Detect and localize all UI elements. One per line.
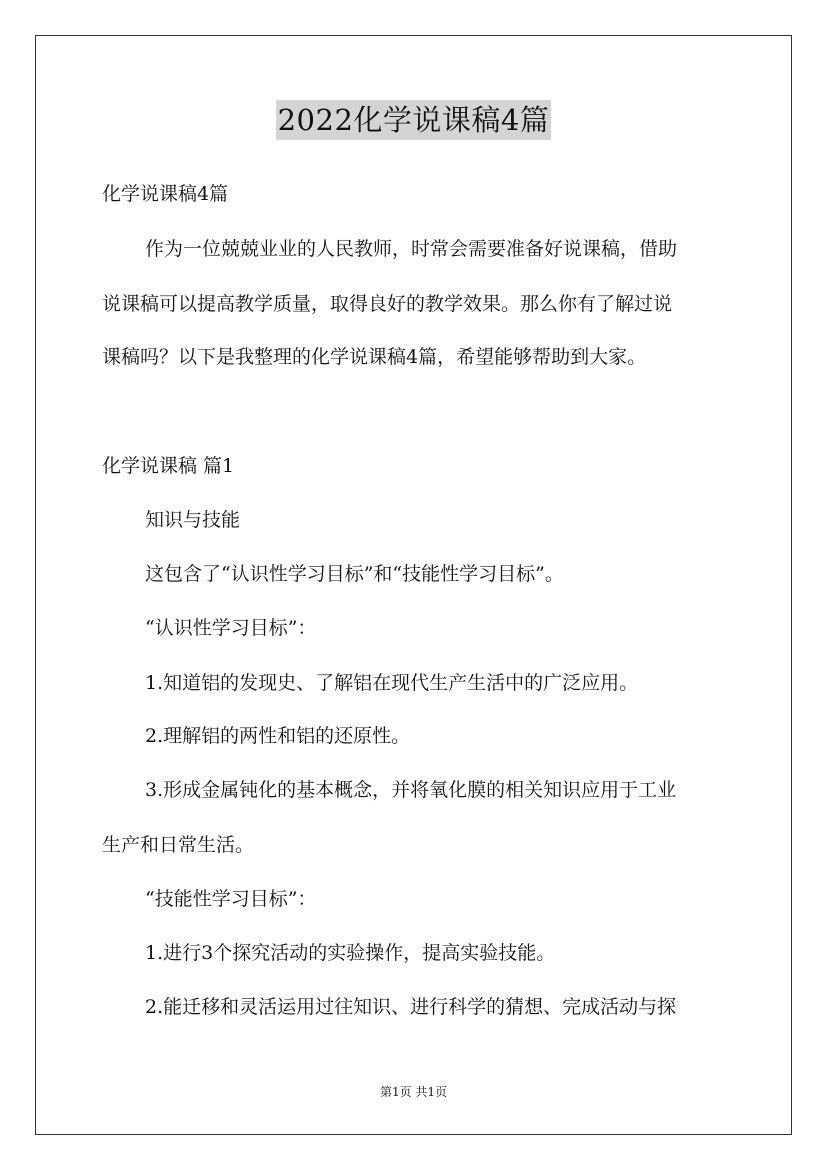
body-line: 3.形成金属钝化的基本概念，并将氧化膜的相关知识应用于工业 [145,779,677,801]
document-title: 2022化学说课稿4篇 [276,100,552,140]
body-line: 1.进行3个探究活动的实验操作，提高实验技能。 [145,942,556,964]
body-line: 生产和日常生活。 [102,834,255,856]
body-line: 2.理解铝的两性和铝的还原性。 [145,725,411,747]
page-footer: 第1页 共1页 [379,1085,448,1099]
body-line: 2.能迁移和灵活运用过往知识、进行科学的猜想、完成活动与探 [145,996,677,1018]
title-container [0,100,827,140]
body-line: 1.知道铝的发现史、了解铝在现代生产生活中的广泛应用。 [145,672,639,694]
intro-line: 作为一位兢兢业业的人民教师，时常会需要准备好说课稿，借助 [145,238,678,260]
intro-line: 课稿吗？以下是我整理的化学说课稿4篇，希望能够帮助到大家。 [102,346,647,368]
document-subtitle: 化学说课稿4篇 [102,183,229,205]
body-line: “认识性学习目标”： [145,617,317,639]
body-line: 这包含了“认识性学习目标”和“技能性学习目标”。 [145,563,564,585]
section-heading: 化学说课稿 篇1 [102,455,235,477]
intro-line: 说课稿可以提高教学质量，取得良好的教学效果。那么你有了解过说 [102,293,673,315]
body-line: “技能性学习目标”： [145,888,317,910]
body-line: 知识与技能 [145,509,241,531]
